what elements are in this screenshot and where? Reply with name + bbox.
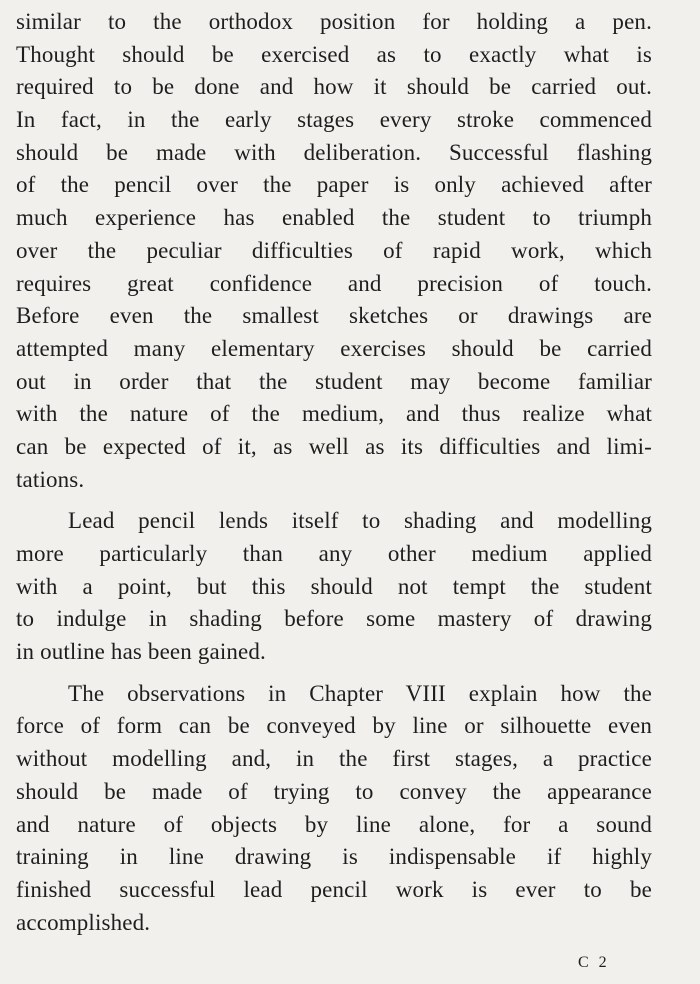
paragraph-2 (16, 505, 652, 668)
text-line: over the peculiar difficulties of rapid work, which (16, 237, 652, 263)
text-line: much experience has enabled the student to triumph (16, 205, 652, 231)
text-line: Lead pencil lends itself to shading and modelling (68, 508, 652, 534)
text-line: similar to the orthodox position for holding a pen. (16, 9, 652, 34)
text-line: of the pencil over the paper is only achieved after (16, 172, 652, 198)
text-line: with a point, but this should not tempt the student (16, 573, 652, 599)
text-line: training in line drawing is indispensable if highly (16, 844, 652, 870)
text-line: should be made with deliberation. Successful flashing (16, 139, 652, 165)
paragraph-spacer (16, 669, 652, 678)
text-line: The observations in Chapter VIII explain how the (68, 680, 652, 706)
paragraph-1 (16, 6, 652, 496)
text-line: In fact, in the early stages every stroke commenced (16, 107, 652, 133)
text-line: attempted many elementary exercises should be carried (16, 335, 652, 361)
text-line: more particularly than any other medium applied (16, 541, 652, 566)
text-line: to indulge in shading before some mastery of drawing (16, 606, 652, 632)
page-text (16, 6, 652, 939)
text-line: Thought should be exercised as to exactly what is (16, 41, 652, 67)
text-line: should be made of trying to convey the appearance (16, 778, 652, 804)
text-line: required to be done and how it should be carried out. (16, 74, 652, 100)
text-line: in outline has been gained. (16, 639, 266, 665)
text-line: and nature of objects by line alone, for a sound (16, 811, 652, 837)
signature-mark: C 2 (578, 954, 610, 971)
text-line: finished successful lead pencil work is ever to be (16, 876, 652, 902)
text-line: can be expected of it, as well as its difficulties and limi- (16, 433, 652, 459)
paragraph-spacer (16, 496, 652, 505)
text-line: accomplished. (16, 909, 151, 935)
text-line: tations. (16, 466, 85, 492)
text-line: Before even the smallest sketches or drawings are (16, 303, 652, 329)
text-line: requires great confidence and precision of touch. (16, 270, 652, 296)
text-line: force of form can be conveyed by line or silhouette even (16, 713, 652, 739)
text-line: with the nature of the medium, and thus realize what (16, 401, 652, 427)
text-line: without modelling and, in the first stages, a practice (16, 746, 652, 772)
paragraph-3 (16, 678, 652, 940)
text-line: out in order that the student may become familiar (16, 368, 652, 394)
